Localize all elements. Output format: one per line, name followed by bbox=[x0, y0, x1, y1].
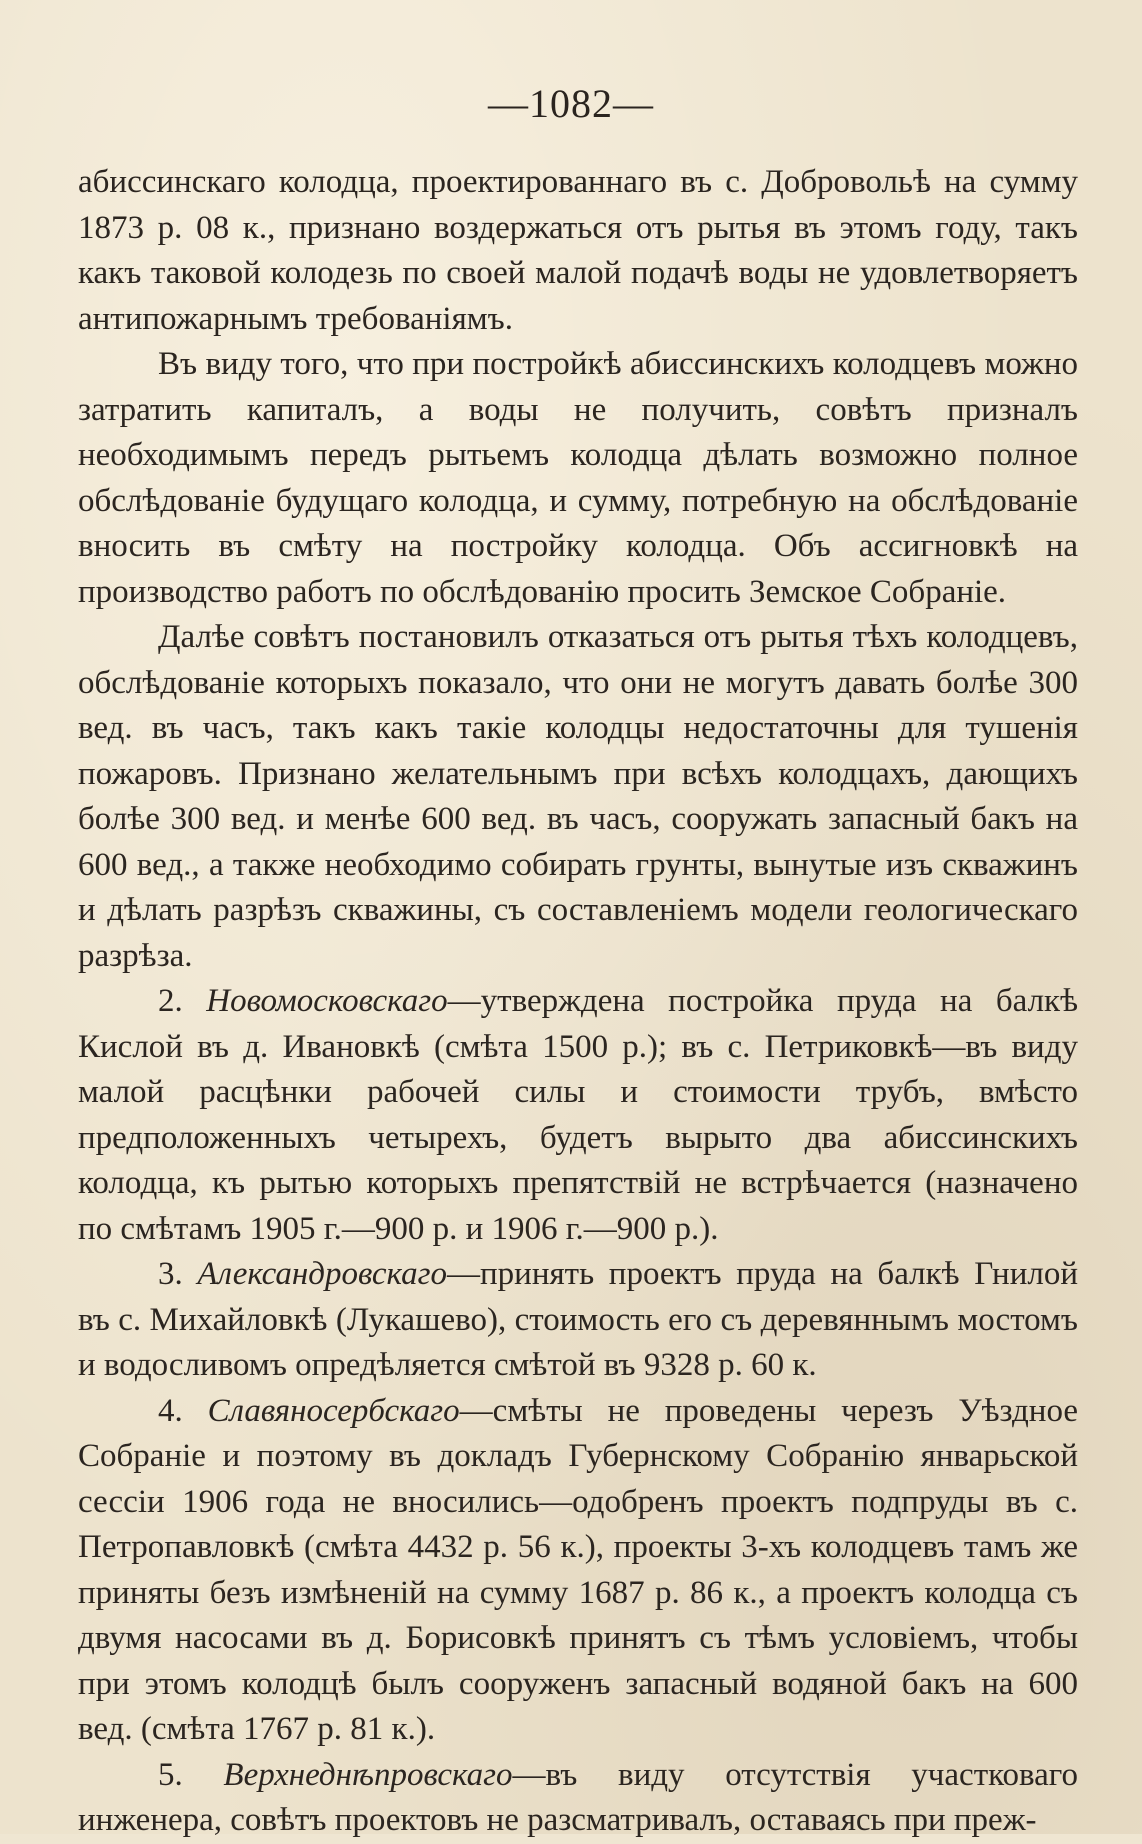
paragraph-item-5 bbox=[78, 1753, 1078, 1844]
body-text bbox=[78, 160, 1078, 1844]
item-number: 2. bbox=[158, 983, 183, 1019]
paragraph-item-3 bbox=[78, 1252, 1078, 1389]
paragraph-item-4 bbox=[78, 1389, 1078, 1753]
paragraph-text: —смѣты не проведены черезъ Уѣздное Собраніе и поэтому въ докладъ Губернскому Собранію январьской сессіи 1906 года не вносились—одобренъ проектъ подпруды въ с. Петропавловкѣ (смѣта 4432 р. 56 к.), проекты 3-хъ колодцевъ тамъ же приняты безъ измѣненій на сумму 1687 р. 86 к., а проектъ колодца съ двумя насосами въ д. Борисовкѣ принятъ съ тѣмъ условіемъ, чтобы при этомъ колодцѣ былъ сооруженъ запасный водяной бакъ на 600 вед. (смѣта 1767 р. 81 к.). bbox=[78, 1392, 1079, 1747]
paragraph-text: —утверждена постройка пруда на балкѣ Кислой въ д. Ивановкѣ (смѣта 1500 р.); въ с. Петриковкѣ—въ виду малой расцѣнки рабочей силы и стоимости трубъ, вмѣсто предположенныхъ четырехъ, будетъ вырыто два абиссинскихъ колодца, къ рытью которыхъ препятствій не встрѣчается (назначено по смѣтамъ 1905 г.—900 р. и 1906 г.—900 р.). bbox=[78, 983, 1078, 1247]
page-number: —1082— bbox=[488, 81, 654, 126]
paragraph-item-2 bbox=[78, 979, 1078, 1252]
paragraph-wells bbox=[78, 615, 1078, 979]
paragraph-survey bbox=[78, 342, 1078, 615]
paragraph-text: Въ виду того, что при постройкѣ абиссинскихъ колодцевъ можно затратить капиталъ, а воды не получить, совѣтъ призналъ необходимымъ передъ рытьемъ колодца дѣлать возможно полное обслѣдованіе будущаго колодца, и сумму, потребную на обслѣдованіе вносить въ смѣту на постройку колодца. Объ ассигновкѣ на производство работъ по обслѣдованію просить Земское Собраніе. bbox=[78, 346, 1078, 610]
district-name: Верхнеднѣпровскаго bbox=[223, 1756, 513, 1793]
paragraph-text: —принять проектъ пруда на балкѣ Гнилой въ с. Михайловкѣ (Лукашево), стоимость его съ деревяннымъ мостомъ и водосливомъ опредѣляется смѣтой въ 9328 р. 60 к. bbox=[78, 1256, 1078, 1383]
paragraph-continuation bbox=[78, 160, 1078, 342]
item-number: 4. bbox=[158, 1392, 183, 1429]
paragraph-text: абиссинскаго колодца, проектированнаго въ с. Добровольѣ на сумму 1873 р. 08 к., признано воздержаться отъ рытья въ этомъ году, такъ какъ таковой колодезь по своей малой подачѣ воды не удовлетворяетъ антипожарнымъ требованіямъ. bbox=[78, 164, 1078, 337]
item-number: 5. bbox=[158, 1756, 183, 1793]
paragraph-text: Далѣе совѣтъ постановилъ отказаться отъ рытья тѣхъ колодцевъ, обслѣдованіе которыхъ показало, что они не могутъ давать болѣе 300 вед. въ часъ, такъ какъ такіе колодцы недостаточны для тушенія пожаровъ. Признано желательнымъ при всѣхъ колодцахъ, дающихъ болѣе 300 вед. и менѣе 600 вед. въ часъ, сооружать запасный бакъ на 600 вед., а также необходимо собирать грунты, вынутые изъ скважинъ и дѣлать разрѣзъ скважины, съ составленіемъ модели геологическаго разрѣза. bbox=[78, 619, 1078, 974]
paragraph-text: —въ виду отсутствія участковаго инженера, совѣтъ проектовъ не разсматривалъ, оставаясь при преж- bbox=[78, 1756, 1078, 1838]
district-name: Александровскаго bbox=[197, 1256, 447, 1292]
item-number: 3. bbox=[158, 1256, 183, 1292]
district-name: Славяносербскаго bbox=[207, 1392, 460, 1429]
district-name: Новомосковскаго bbox=[206, 983, 448, 1019]
